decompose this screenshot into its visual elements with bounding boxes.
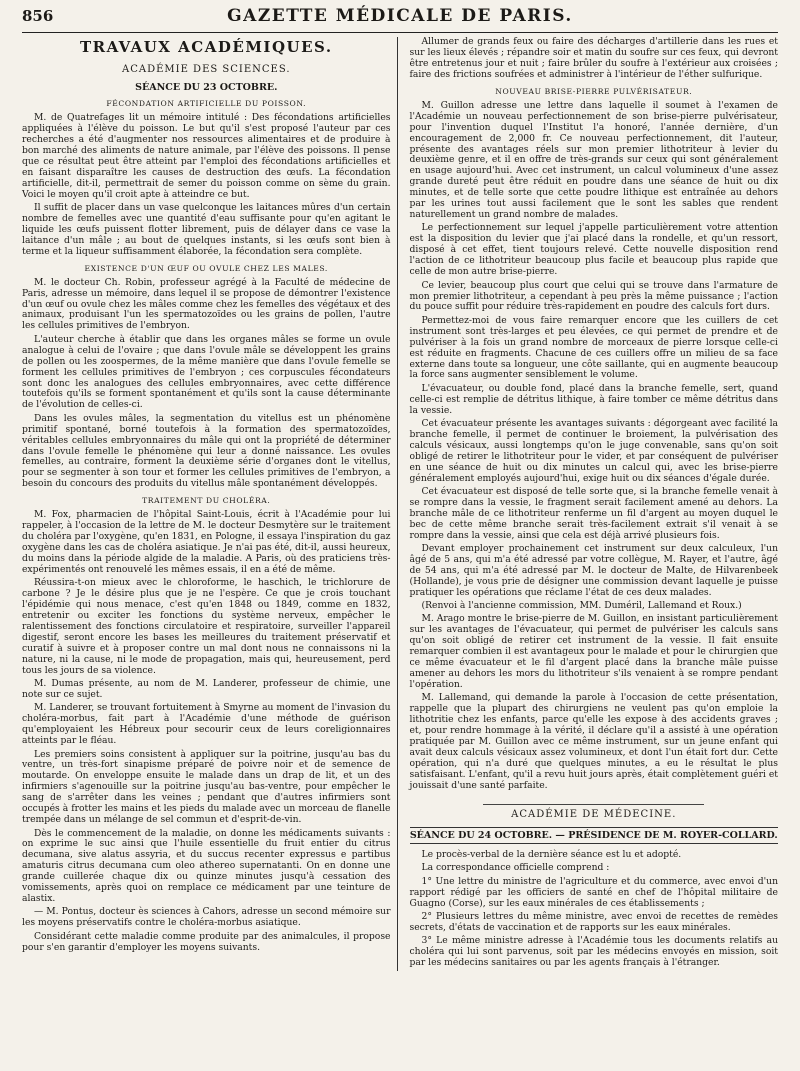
text-columns — [22, 37, 778, 971]
paragraph: La correspondance officielle comprend : — [421, 862, 610, 874]
paragraph: Cet évacuateur présente les avantages suivants : dégorgeant avec facilité la branche femelle, il permet de continuer le broiement, la pulvérisation des calculs vésicaux, aussi longtemps qu'on le juge convenable, sans qu'on soit obligé de retirer le lithotriteur pour le vider, et par conséquent de pulvériser en une séance de huit ou dix minutes un calcul qui, avec les brise-pierre généralement employés aujourd'hui, exige huit ou dix séances d'égale durée. — [409, 417, 778, 484]
paragraph: Cet évacuateur est disposé de telle sorte que, si la branche femelle venait à se rompre dans la vessie, le fragment serait facilement amené au dehors. La branche mâle de ce lithotriteur renferme un fil d'argent au moyen duquel le bec de cette même branche serait très-facilement extrait s'il venait à se rompre dans la vessie, ainsi que cela est déjà arrivé plusieurs fois. — [409, 486, 778, 541]
academy-heading: ACADÉMIE DES SCIENCES. — [121, 63, 291, 75]
article-title: EXISTENCE D'UN ŒUF OU OVULE CHEZ LES MALES. — [84, 263, 328, 273]
article-body — [410, 101, 779, 792]
paragraph: Ce levier, beaucoup plus court que celui qui se trouve dans l'armature de mon premier lithotriteur, a cependant à peu près la même puissance ; l'action du pouce suffit pour réduire très-rapidement en poudre des calculs fort durs. — [409, 279, 778, 313]
paragraph: Les premiers soins consistent à appliquer sur la poitrine, jusqu'au bas du ventre, un très-fort sinapisme préparé de poivre noir et de semence de moutarde. On enveloppe ensuite le malade dans un drap de lit, et un des infirmiers s'agenouille sur la poitrine jusqu'au bas-ventre, pour empêcher le sang de s'arrêter dans les veines ; pendant que d'autres infirmiers sont occupés à frotter les mains et les pieds du malade avec un morceau de flanelle trempée dans un mélange de sel commun et d'esprit-de-vin. — [22, 748, 391, 826]
paragraph: Dans les ovules mâles, la segmentation du vitellus est un phénomène primitif spontané, borné toutefois à la formation des spermatozoïdes, véritables cellules embryonnaires du mâle qui ont la propriété de déterminer dans l'ovule femelle le phénomène qui leur a donné naissance. Les ovules femelles, au contraire, forment la deuxième série d'organes dont le vitellus, pour se segmenter à son tour et former les cellules primitives de l'embryon, a besoin du concours des produits du vitellus mâle spontanément développés. — [22, 412, 391, 490]
article-body — [22, 510, 391, 953]
section-title: TRAVAUX ACADÉMIQUES. — [79, 38, 333, 56]
page-header — [22, 6, 778, 33]
paragraph: Devant employer prochainement cet instrument sur deux calculeux, l'un âgé de 5 ans, qui m'a été adressé par votre collègue, M. Rayer, et l'autre, âgé de 54 ans, qui m'a été adressé par M. le docteur de Malte, de Hilvarenbeek (Hollande), je vous prie de désigner une commission devant laquelle je puisse pratiquer les opérations que réclame l'état de ces deux malades. — [409, 543, 778, 598]
page-number: 856 — [22, 7, 54, 25]
section-divider — [483, 804, 704, 805]
paragraph: M. Landerer, se trouvant fortuitement à Smyrne au moment de l'invasion du choléra-morbus, fait part à l'Académie d'une méthode de guérison qu'employaient les Hébreux pour secourir ceux de leurs coreligionnaires atteints par le fléau. — [22, 702, 391, 747]
paragraph: Considérant cette maladie comme produite par des animalcules, il propose pour s'en garantir d'employer les moyens suivants. — [22, 930, 391, 953]
left-column — [22, 37, 398, 971]
paragraph: M. Dumas présente, au nom de M. Landerer, professeur de chimie, une note sur ce sujet. — [22, 678, 391, 701]
paragraph: M. Fox, pharmacien de l'hôpital Saint-Louis, écrit à l'Académie pour lui rappeler, à l'occasion de la lettre de M. le docteur Desmytère sur le traitement du choléra par l'oxygène, qu'en 1831, en Pologne, il essaya l'inspiration du gaz oxygène dans les cas de choléra asiatique. Je n'ai pas été, dit-il, aussi heureux, du moins dans la période algide de la maladie. A Paris, où des praticiens très-expérimentés ont renouvelé les mêmes essais, il en a été de même. — [22, 509, 391, 575]
paragraph: L'auteur cherche à établir que dans les organes mâles se forme un ovule analogue à celui de l'ovaire ; que dans l'ovule mâle se développent les grains de pollen ou les zoospermes, de la même manière que dans l'ovule femelle se forment les cellules primitives de l'embryon ; ces corpuscules fécondateurs sont donc les analogues des cellules embryonnaires, avec cette différence toutefois qu'ils se forment spontanément et qu'ils sont la cause déterminante de l'évolution de celles-ci. — [22, 333, 391, 411]
paragraph: 1° Une lettre du ministre de l'agriculture et du commerce, avec envoi d'un rapport rédigé par les officiers de santé en chef de l'hôpital militaire de Guagno (Corse), sur les eaux minérales de ces établissements ; — [409, 875, 778, 909]
paragraph: 2° Plusieurs lettres du même ministre, avec envoi de recettes de remèdes secrets, d'états de vaccination et de rapports sur les eaux minérales. — [409, 910, 778, 933]
paragraph: L'évacuateur, ou double fond, placé dans la branche femelle, sert, quand celle-ci est remplie de détritus lithique, à faire tomber ce même détritus dans la vessie. — [409, 382, 778, 416]
paragraph: Permettez-moi de vous faire remarquer encore que les cuillers de cet instrument sont très-larges et peu élevées, ce qui permet de prendre et de pulvériser à la fois un grand nombre de morceaux de pierre lorsque celle-ci est réduite en fragments. Chacune de ces cuillers offre un milieu de sa face externe dans toute sa longueur, une côte saillante, qui en augmente beaucoup la force sans augmenter sensiblement le volume. — [409, 314, 778, 381]
paragraph: M. Lallemand, qui demande la parole à l'occasion de cette présentation, rappelle que la plupart des chirurgiens ne veulent pas qu'on emploie la lithotritie chez les enfants, parce qu'elle les expose à des accidents graves ; et, pour rendre hommage à la vérité, il déclare qu'il a assisté à une opération pratiquée par M. Guillon avec ce même instrument, sur un jeune enfant qui avait deux calculs vésicaux assez volumineux, et dont l'un était fort dur. Cette opération, qui n'a duré que quelques minutes, a eu le résultat le plus satisfaisant. L'enfant, qu'il a revu huit jours après, était complètement guéri et jouissait d'une santé parfaite. — [409, 692, 778, 791]
article-body — [22, 113, 391, 258]
article-title: NOUVEAU BRISE-PIERRE PULVÉRISATEUR. — [495, 86, 693, 96]
paragraph: Allumer de grands feux ou faire des décharges d'artillerie dans les rues et sur les lieux élevés ; répandre soir et matin du soufre sur ces feux, qui devront être entretenus jour et nuit ; faire brûler du soufre à l'extérieur aux croisées ; faire des frictions soufrées et administrer à l'intérieur de l'éther sulfurique. — [409, 36, 778, 80]
paragraph: M. Guillon adresse une lettre dans laquelle il soumet à l'examen de l'Académie un nouveau perfectionnement de son brise-pierre pulvérisateur, pour l'invention duquel l'Institut l'a honoré, l'année dernière, d'un encouragement de 2,000 fr. Ce nouveau perfectionnement, dit l'auteur, présente des avantages réels sur mon premier lithotriteur à levier du deuxième genre, et il en offre de très-grands sur ceux qui sont généralement en usage aujourd'hui. Avec cet instrument, un calcul volumineux d'une assez grande dureté peut être réduit en poudre dans une séance de huit ou dix minutes, et de telle sorte que cette poudre lithique est entraînée au dehors par les urines tout aussi facilement que le sont les sables que rendent naturellement un grand nombre de malades. — [409, 99, 778, 221]
right-column — [410, 37, 779, 971]
seance-heading: SÉANCE DU 23 OCTOBRE. — [135, 81, 278, 93]
paragraph: Il suffit de placer dans un vase quelconque les laitances mûres d'un certain nombre de femelles avec une quantité d'eau suffisante pour qu'en agitant le liquide les œufs puissent flotter librement, puis de délayer dans ce vase la laitance d'un mâle ; au bout de quelques instants, si les œufs sont bien à terme et la liqueur suffisamment élaborée, la fécondation sera complète. — [22, 201, 391, 257]
paragraph: — M. Pontus, docteur ès sciences à Cahors, adresse un second mémoire sur les moyens préservatifs contre le choléra-morbus asiatique. — [22, 906, 391, 929]
paragraph: M. Arago montre le brise-pierre de M. Guillon, en insistant particulièrement sur les avantages de l'évacuateur, qui permet de pulvériser les calculs sans qu'on soit obligé de retirer cet instrument de la vessie. Il fait ensuite remarquer combien il est avantageux pour le malade et pour le chirurgien que ce même évacuateur et le fil d'argent placé dans la branche mâle puisse amener au dehors les mors du lithotriteur s'ils venaient à se rompre pendant l'opération. — [409, 613, 778, 691]
paragraph: Réussira-t-on mieux avec le chloroforme, le haschich, le trichlorure de carbone ? Je le désire plus que je ne l'espère. Ce que je crois touchant l'épidémie qui nous menace, c'est qu'en 1848 ou 1849, comme en 1832, entretenir ou exciter les fonctions du système nerveux, empêcher le ralentissement des fonctions circulatoire et respiratoire, surveiller l'appareil digestif, seront encore les bases les meilleures du traitement préservatif et curatif à suivre et à proposer contre un mal dont nous ne connaissons ni la nature, ni la cause, ni le mode de propagation, mais qui, heureusement, perd tous les jours de sa violence. — [22, 577, 391, 676]
paragraph: 3° Le même ministre adresse à l'Académie tous les documents relatifs au choléra qui lui sont parvenus, soit par les médecins envoyés en mission, soit par les médecins sanitaires ou par les agents français à l'étranger. — [409, 935, 778, 969]
journal-title: GAZETTE MÉDICALE DE PARIS. — [227, 6, 573, 26]
seance-heading: SÉANCE DU 24 OCTOBRE. — PRÉSIDENCE DE M. ROYER-COLLARD. — [410, 827, 779, 844]
academy-heading: ACADÉMIE DE MÉDECINE. — [511, 808, 677, 820]
paragraph: (Renvoi à l'ancienne commission, MM. Duméril, Lallemand et Roux.) — [421, 600, 742, 612]
paragraph: Le perfectionnement sur lequel j'appelle particulièrement votre attention est la disposition du levier que j'ai placé dans la rondelle, et qu'un ressort, disposé à cet effet, tient toujours relevé. Cette nouvelle disposition rend l'action de ce lithotriteur beaucoup plus facile et beaucoup plus rapide que celle de mon autre brise-pierre. — [409, 222, 778, 278]
article-body — [410, 850, 779, 969]
paragraph: M. le docteur Ch. Robin, professeur agrégé à la Faculté de médecine de Paris, adresse un mémoire, dans lequel il se propose de démontrer l'existence d'un œuf ou ovule chez les mâles comme chez les femelles des végétaux et des animaux, produisant l'un les spermatozoïdes ou les grains de pollen, l'autre les cellules primitives de l'embryon. — [22, 276, 391, 332]
article-body — [22, 278, 391, 491]
paragraph: M. de Quatrefages lit un mémoire intitulé : Des fécondations artificielles appliquées à l'élève du poisson. Le but qu'il s'est proposé l'auteur par ces recherches a été d'augmenter nos ressources alimentaires et de produire à bon marché des aliments de nature animale, par l'élève des poissons. Il pense que ce résultat peut être atteint par l'emploi des fécondations artificielles et en faisant disparaître les causes de destruction des œufs. La fécondation artificielle, dit-il, permettrait de semer du poisson comme on sème du grain. Voici le moyen qu'il croit apte à atteindre ce but. — [22, 112, 391, 200]
article-title: TRAITEMENT DU CHOLÉRA. — [142, 496, 271, 506]
paragraph: Le procès-verbal de la dernière séance est lu et adopté. — [421, 849, 682, 861]
paragraph: Dès le commencement de la maladie, on donne les médicaments suivants : on exprime le suc ainsi que l'huile essentielle du fruit entier du citrus decumana, sive alatus assyria, et du succus recenter expressus e partibus amaturis citrus decumana cum oleo athereo supernatanti. On en donne une grande cuillerée chaque dix ou quinze minutes jusqu'à cessation des vomissements, après quoi on remplace ce médicament par une teinture de alastix. — [22, 827, 391, 905]
article-title: FÉCONDATION ARTIFICIELLE DU POISSON. — [106, 99, 307, 109]
